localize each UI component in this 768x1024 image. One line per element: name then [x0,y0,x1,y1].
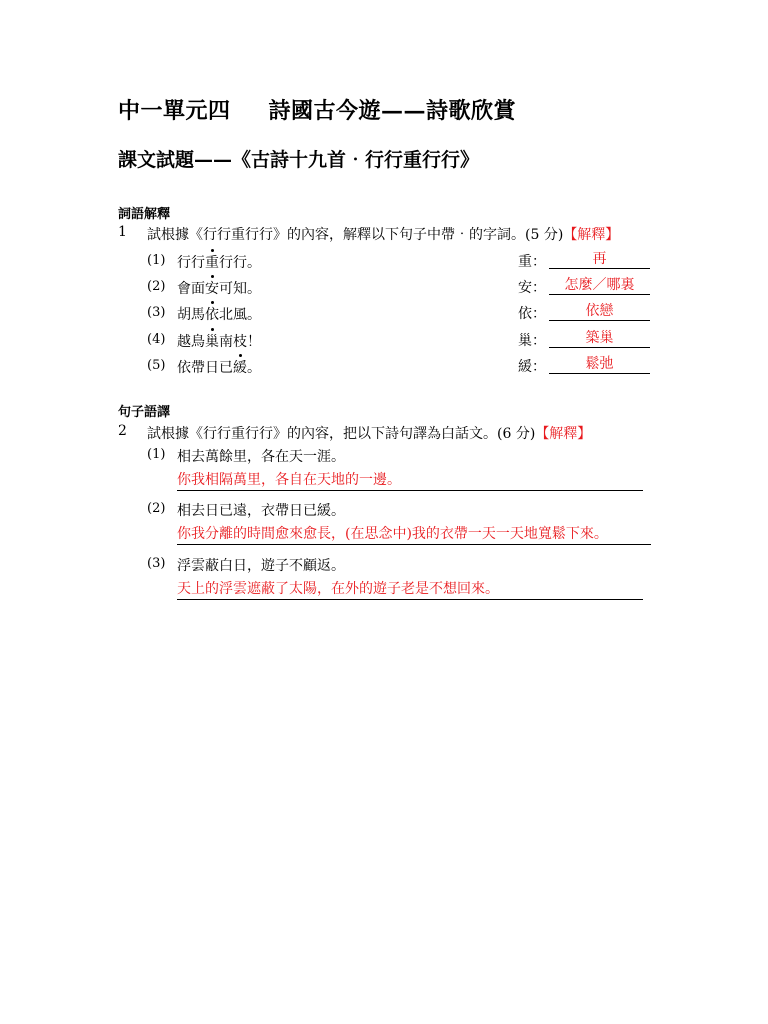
question2-tag: 【解釋】 [535,426,592,442]
sentence2-answer: 你我分離的時間愈來愈長，(在思念中)我的衣帶一天一天地寬鬆下來。 [177,525,651,545]
sentence1-answer: 你我相隔萬里，各自在天地的一邊。 [177,471,643,491]
item3-answer: 依戀 [549,302,650,321]
item2-number: (2) [147,279,166,294]
theme-title: 詩國古今遊——詩歌欣賞 [268,98,517,124]
sentence3-answer: 天上的浮雲遮蔽了太陽，在外的遊子老是不想回來。 [177,580,643,600]
lesson-title: 課文試題——《古詩十九首‧行行重行行》 [118,149,480,171]
item5-dotted-word: 緩 [233,357,247,377]
item5-pre: 依帶日已 [177,360,233,376]
question1-number: 1 [118,224,127,240]
item1-number: (1) [147,253,166,268]
item3-number: (3) [147,305,166,320]
item4-sentence [177,331,261,351]
sentence2-text: 相去日已遠，衣帶日已緩。 [177,503,345,519]
item5-number: (5) [147,358,166,373]
item4-dotted-word: 巢 [205,331,219,351]
item1-answer: 再 [549,250,650,269]
question1-tag: 【解釋】 [563,227,620,243]
question2-text [147,423,591,443]
question2-instruction: 試根據《行行重行行》的內容，把以下詩句譯為白話文。(6 分) [147,426,536,442]
question1-text [147,224,619,244]
item4-answer: 築巢 [549,329,650,348]
item1-pre: 行行 [177,255,205,271]
question2-number: 2 [118,423,127,439]
item2-dotted-word: 安 [205,278,219,298]
section1-title: 詞語解釋 [118,207,171,222]
sentence1-text: 相去萬餘里，各在天一涯。 [177,449,345,465]
item3-word: 依： [518,306,546,322]
section2-title: 句子語譯 [118,405,171,420]
sentence1-number: (1) [147,447,166,462]
item1-sentence [177,252,261,272]
item4-pre: 越鳥 [177,334,205,350]
item2-answer: 怎麼／哪裏 [549,276,650,295]
item4-number: (4) [147,332,166,347]
item5-answer: 鬆弛 [549,355,650,374]
item2-post: 可知。 [219,281,261,297]
item5-post: 。 [247,360,261,376]
item3-pre: 胡馬 [177,307,205,323]
sentence3-number: (3) [147,556,166,571]
item4-post: 南枝！ [219,334,261,350]
item5-sentence [177,357,261,377]
page-title [118,94,516,125]
question1-instruction: 試根據《行行重行行》的內容，解釋以下句子中帶‧的字詞。(5 分) [147,227,564,243]
item2-word: 安： [518,280,546,296]
unit-title: 中一單元四 [118,98,231,124]
item2-pre: 會面 [177,281,205,297]
item4-word: 巢： [518,333,546,349]
item3-sentence [177,304,261,324]
item1-word: 重： [518,254,546,270]
item3-post: 北風。 [219,307,261,323]
sentence3-text: 浮雲蔽白日，遊子不顧返。 [177,558,345,574]
item2-sentence [177,278,261,298]
item1-post: 行行。 [219,255,261,271]
item3-dotted-word: 依 [205,304,219,324]
item1-dotted-word: 重 [205,252,219,272]
sentence2-number: (2) [147,501,166,516]
item5-word: 緩： [518,359,546,375]
